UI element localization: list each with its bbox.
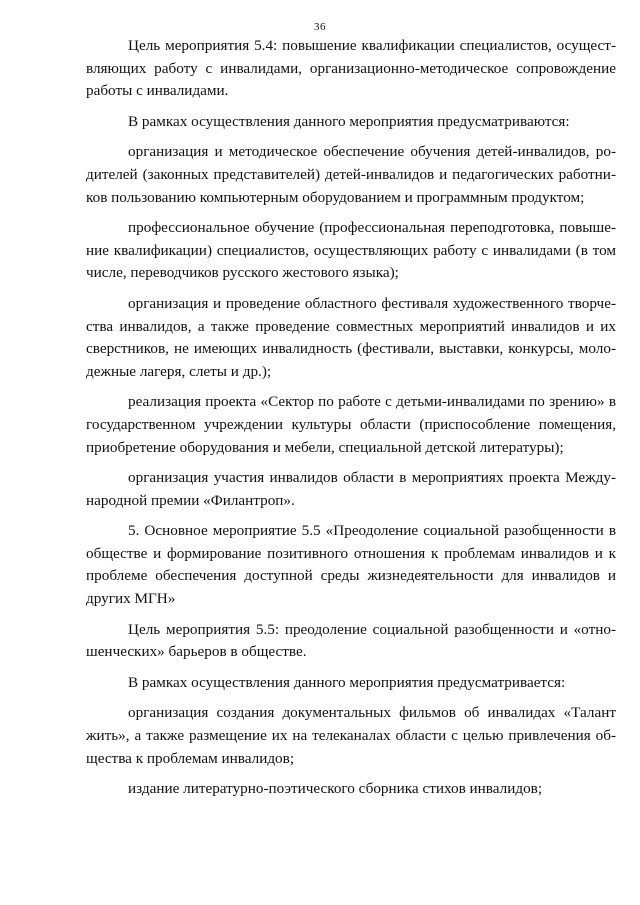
paragraph-measures-intro-2: В рамках осуществления данного мероприятия предусматривается: [128,673,566,691]
paragraph-item-professional-training: профессиональное обучение (профессиональная переподготовка, повышение квалификации) специалистов, осуществляющих работу с инвалидами (в том числе, переводчиков русского жестового языка); [86,219,616,282]
paragraph-item-training-children: организация и методическое обеспечение обучения детей-инвалидов, родителей (законных представителей) детей-инвалидов и педагогических работников пользованию компьютерным оборудованием и программным продуктом; [86,143,616,206]
paragraph-item-documentary-films: организация создания документальных фильмов об инвалидах «Талант жить», а также размещение их на телеканалах области с целью привлечения общества к проблемам инвалидов; [86,704,616,767]
paragraph-item-festival: организация и проведение областного фестиваля художественного творчества инвалидов, а также проведение совместных мероприятий инвалидов и их сверстников, не имеющих инвалидность (фестивали, выставки, конкурсы, молодежные лагеря, слеты и др.); [86,294,616,380]
paragraph-item-poetry-collection: издание литературно-поэтического сборника стихов инвалидов; [128,780,543,798]
paragraph-measures-intro: В рамках осуществления данного мероприятия предусматриваются: [128,112,570,130]
paragraph-goal-5-4: Цель мероприятия 5.4: повышение квалификации специалистов, осуществляющих работу с инвалидами, организационно-методическое сопровождение работы с инвалидами. [86,37,616,100]
page-number: 36 [314,21,326,33]
document-body [86,35,616,809]
paragraph-goal-5-5: Цель мероприятия 5.5: преодоление социальной разобщенности и «отношенческих» барьеров в обществе. [86,620,616,661]
paragraph-item-philanthropist-award: организация участия инвалидов области в мероприятиях проекта Международной премии «Филантроп». [86,469,616,509]
paragraph-main-measure-5-5: 5. Основное мероприятие 5.5 «Преодоление социальной разобщенности в обществе и формирование позитивного отношения к проблемам инвалидов и к проблеме обеспечения доступной среды жизнедеятельности для инвалидов и других МГН» [86,522,616,608]
paragraph-item-sector-project: реализация проекта «Сектор по работе с детьми-инвалидами по зрению» в государственном учреждении культуры области (приспособление помещения, приобретение оборудования и мебели, специальной детской литературы); [86,393,616,456]
